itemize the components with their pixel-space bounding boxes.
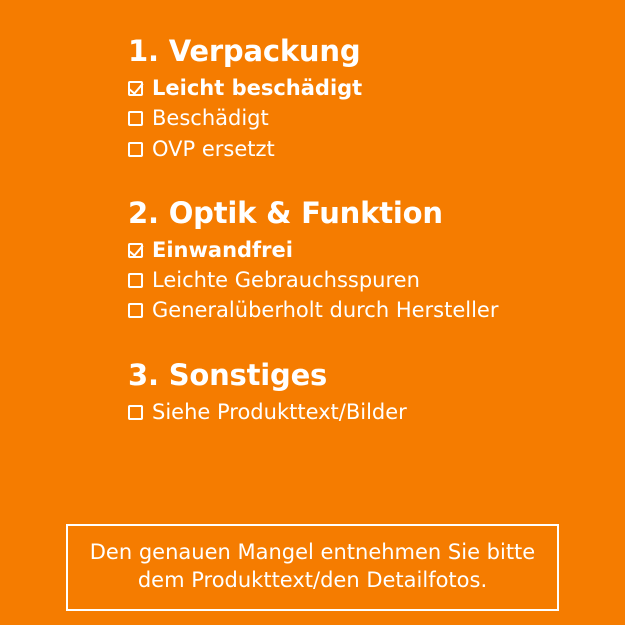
option-row[interactable] <box>128 238 578 263</box>
checkbox-checked-icon[interactable] <box>128 243 143 258</box>
checkbox-empty-icon[interactable] <box>128 273 143 288</box>
section-sonstiges <box>128 358 578 425</box>
option-row[interactable] <box>128 298 578 323</box>
option-row[interactable] <box>128 137 578 162</box>
checkbox-empty-icon[interactable] <box>128 142 143 157</box>
notice-box <box>66 524 559 611</box>
option-label: Siehe Produkttext/Bilder <box>152 399 407 424</box>
section-verpackung <box>128 34 578 162</box>
option-label: Einwandfrei <box>152 238 293 262</box>
checkbox-empty-icon[interactable] <box>128 111 143 126</box>
sections-container <box>128 34 578 430</box>
option-label: Beschädigt <box>152 106 269 131</box>
option-label: Generalüberholt durch Hersteller <box>152 298 499 323</box>
option-label: Leicht beschädigt <box>152 76 363 101</box>
option-row[interactable] <box>128 76 578 101</box>
checkbox-empty-icon[interactable] <box>128 405 143 420</box>
checkbox-empty-icon[interactable] <box>128 303 143 318</box>
option-label: Leichte Gebrauchsspuren <box>152 268 420 293</box>
option-row[interactable] <box>128 268 578 293</box>
notice-line-1: Den genauen Mangel entnehmen Sie bitte <box>89 540 536 564</box>
section-title: 1. Verpackung <box>128 34 361 68</box>
section-title: 3. Sonstiges <box>128 357 328 392</box>
checkbox-checked-icon[interactable] <box>128 81 143 96</box>
section-title: 2. Optik & Funktion <box>128 195 443 230</box>
notice-line-2: dem Produkttext/den Detailfotos. <box>137 568 488 593</box>
section-optik-funktion <box>128 196 578 324</box>
option-row[interactable] <box>128 106 578 131</box>
option-label: OVP ersetzt <box>152 136 275 161</box>
option-row[interactable] <box>128 400 578 425</box>
